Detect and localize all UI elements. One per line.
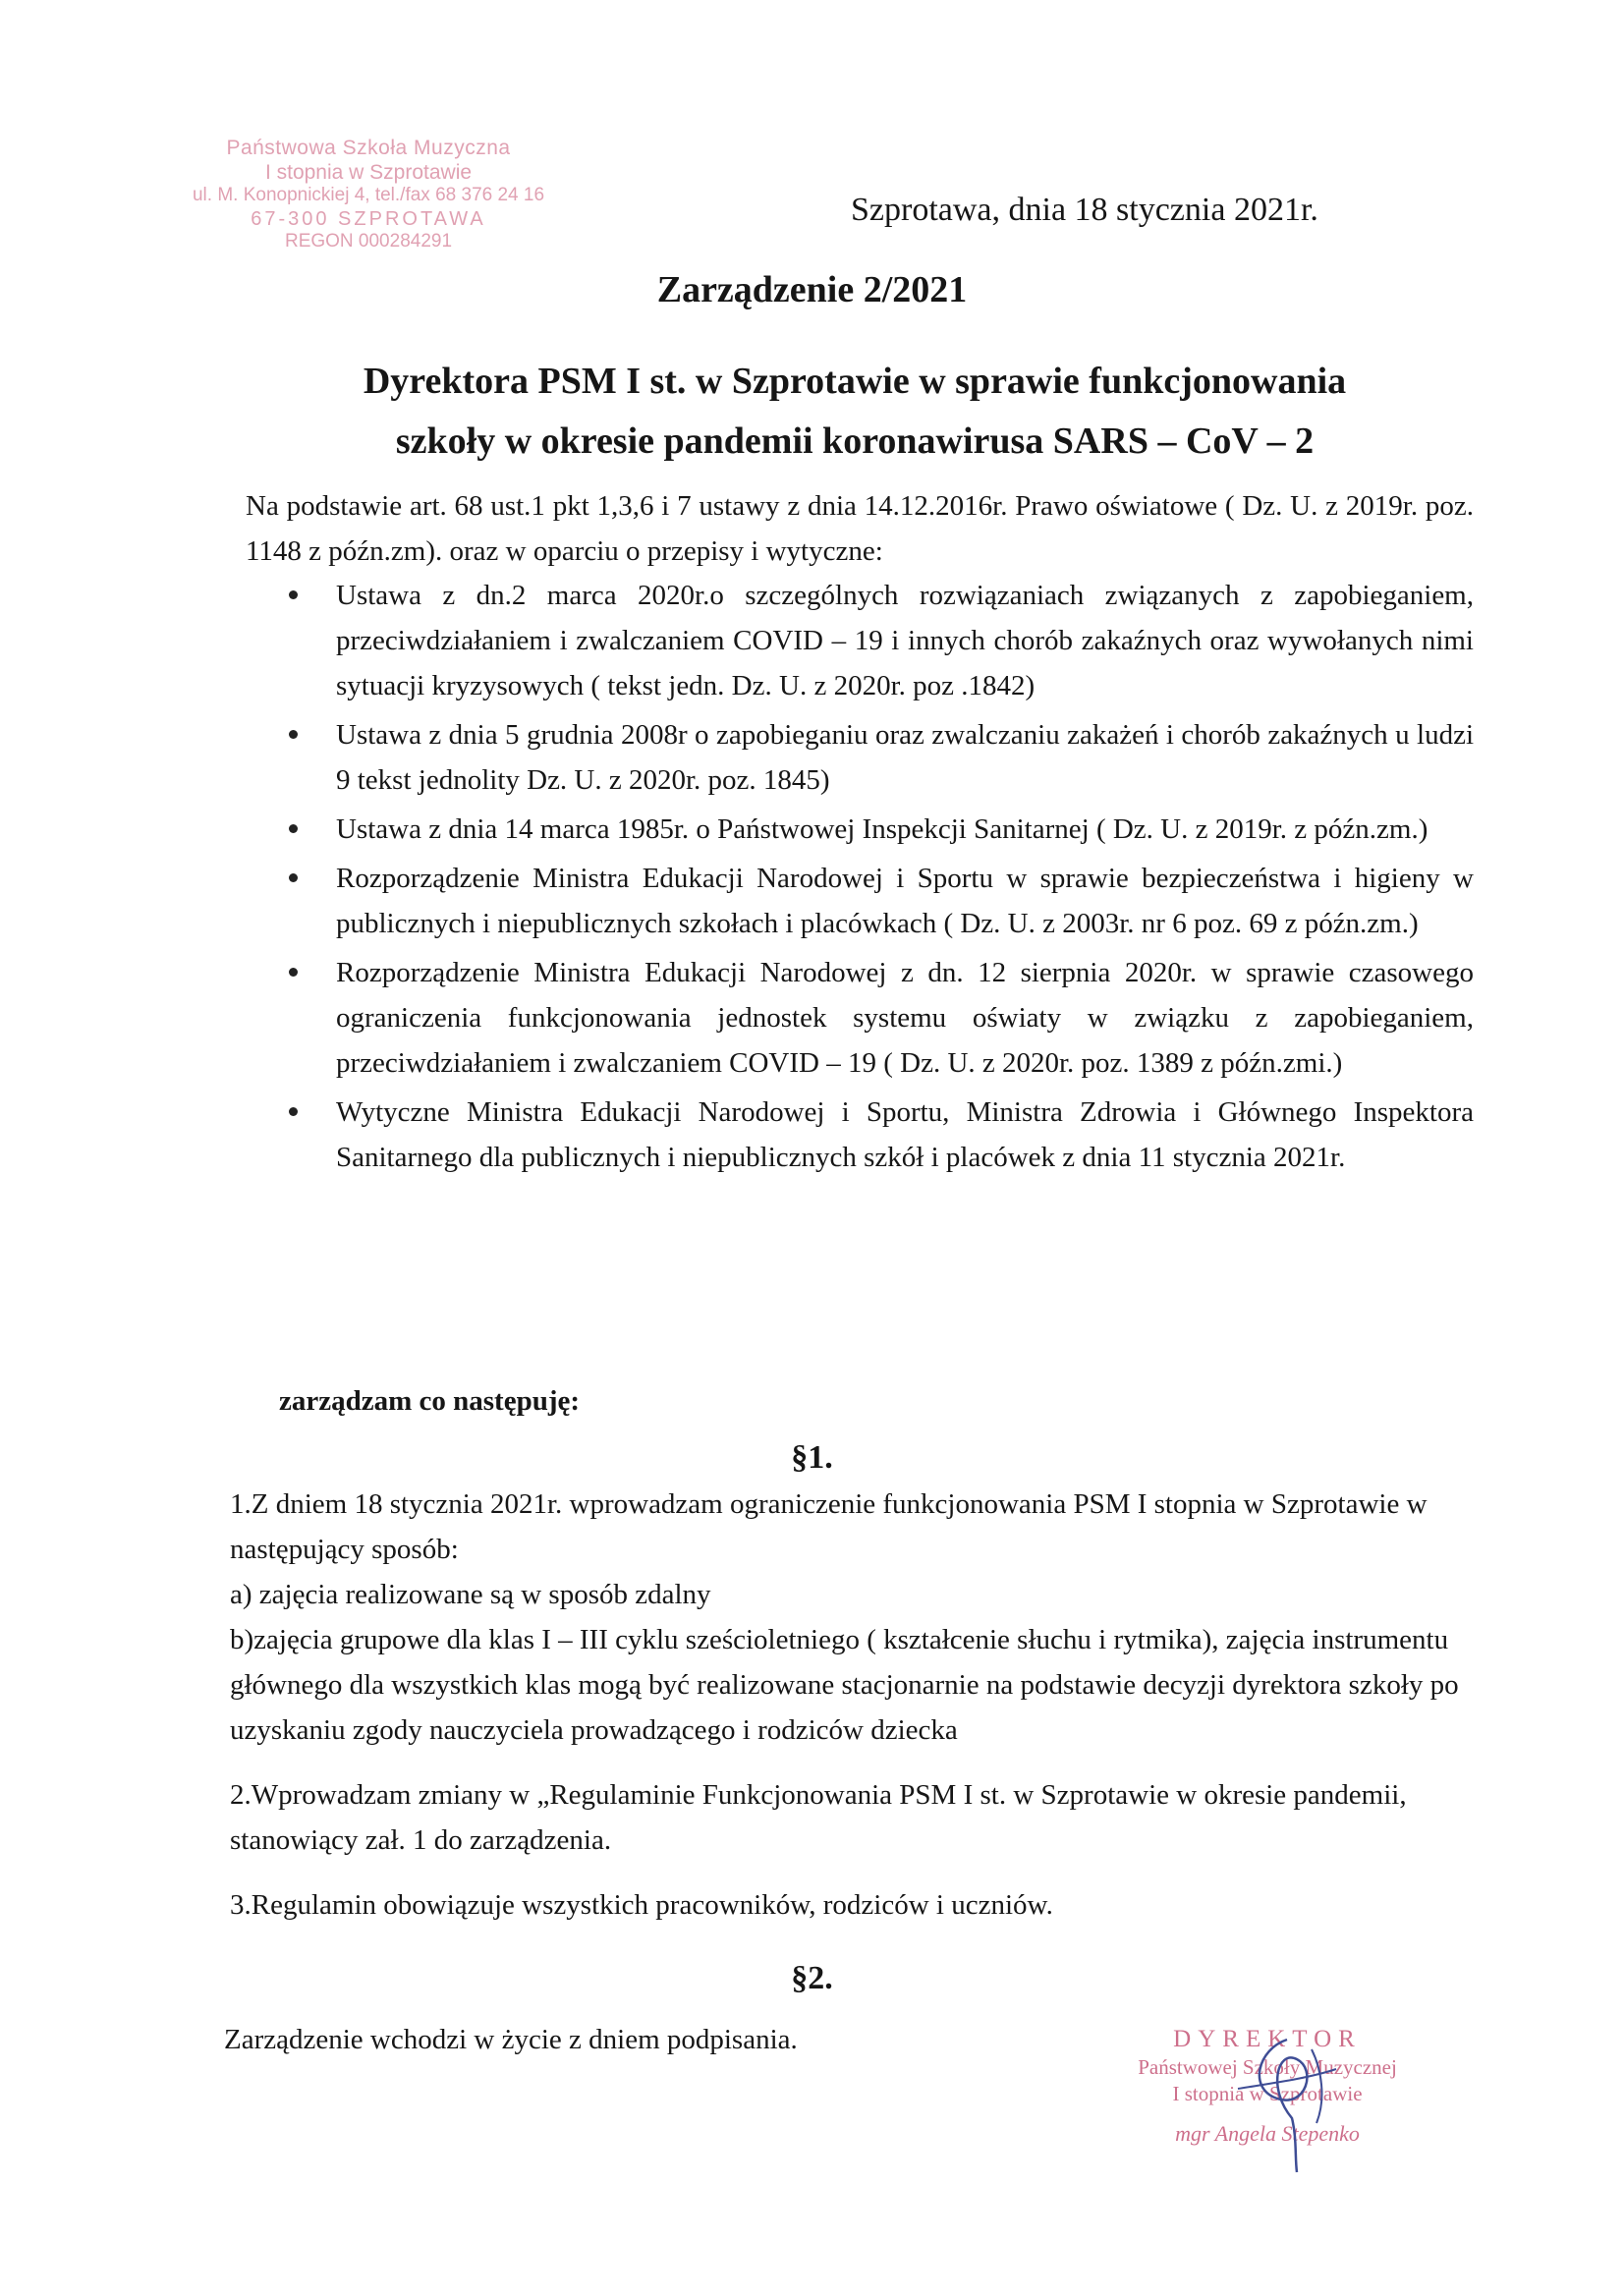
handwritten-signature-icon xyxy=(1218,2030,1356,2177)
list-item xyxy=(279,573,1474,708)
list-item-text: Ustawa z dn.2 marca 2020r.o szczególnych rozwiązaniach związanych z zapobieganiem, przeciwdziałaniem i zwalczaniem COVID – 19 i innych chorób zakaźnych oraz wywołanych nimi sytuacji kryzysowych ( tekst jedn. Dz. U. z 2020r. poz .1842) xyxy=(336,580,1474,701)
school-stamp xyxy=(162,136,575,253)
stamp-line: 67-300 SZPROTAWA xyxy=(251,208,486,231)
document-subtitle xyxy=(246,352,1464,472)
section-subitem: a) zajęcia realizowane są w sposób zdalny xyxy=(230,1579,711,1610)
list-item xyxy=(279,950,1474,1086)
stamp-line: DYREKTOR xyxy=(1173,2026,1362,2052)
bullet-icon xyxy=(289,1107,298,1116)
entry-into-force: Zarządzenie wchodzi w życie z dniem podpisania. xyxy=(224,2024,798,2055)
list-item xyxy=(279,807,1474,852)
stamp-line: Państwowej Szkoły Muzycznej xyxy=(1138,2055,1397,2080)
bullet-icon xyxy=(289,824,298,833)
stamp-line: Państwowa Szkoła Muzyczna xyxy=(226,137,511,159)
stamp-line: I stopnia w Szprotawie xyxy=(1172,2081,1363,2105)
list-item xyxy=(279,856,1474,946)
decree-heading: zarządzam co następuję: xyxy=(279,1385,581,1417)
section-2-heading: §2. xyxy=(791,1960,833,1996)
stamp-line: REGON 000284291 xyxy=(284,231,453,252)
director-stamp xyxy=(1100,2024,1434,2147)
stamp-line: mgr Angela Stepenko xyxy=(1175,2120,1360,2146)
section-item: 1.Z dniem 18 stycznia 2021r. wprowadzam ograniczenie funkcjonowania PSM I stopnia w Szprotawie w następujący sposób: xyxy=(230,1488,1428,1565)
list-item-text: Ustawa z dnia 5 grudnia 2008r o zapobieganiu oraz zwalczaniu zakażeń i chorób zakaźnych u ludzi 9 tekst jednolity Dz. U. z 2020r. poz. 1845) xyxy=(336,719,1474,796)
document-title: Zarządzenie 2/2021 xyxy=(656,269,968,310)
subtitle-line: Dyrektora PSM I st. w Szprotawie w sprawie funkcjonowania xyxy=(363,361,1347,402)
section-1-heading: §1. xyxy=(791,1439,833,1476)
list-item-text: Rozporządzenie Ministra Edukacji Narodowej i Sportu w sprawie bezpieczeństwa i higieny w publicznych i niepublicznych szkołach i placówkach ( Dz. U. z 2003r. nr 6 poz. 69 z późn.zm.) xyxy=(336,863,1474,939)
bullet-icon xyxy=(289,968,298,977)
subtitle-line: szkoły w okresie pandemii koronawirusa SARS – CoV – 2 xyxy=(395,420,1315,462)
section-subitem: b)zajęcia grupowe dla klas I – III cyklu sześcioletniego ( kształcenie słuchu i rytmika), zajęcia instrumentu głównego dla wszystkich klas mogą być realizowane stacjonarnie na podstawie decyzji dyrektora szkoły po uzyskaniu zgody nauczyciela prowadzącego i rodziców dziecka xyxy=(230,1624,1459,1746)
legal-basis: Na podstawie art. 68 ust.1 pkt 1,3,6 i 7 ustawy z dnia 14.12.2016r. Prawo oświatowe ( Dz. U. z 2019r. poz. 1148 z późn.zm). oraz w oparciu o przepisy i wytyczne: xyxy=(246,490,1474,567)
list-item-text: Wytyczne Ministra Edukacji Narodowej i Sportu, Ministra Zdrowia i Głównego Inspektora Sanitarnego dla publicznych i niepublicznych szkół i placówek z dnia 11 stycznia 2021r. xyxy=(336,1096,1474,1173)
list-item-text: Rozporządzenie Ministra Edukacji Narodowej z dn. 12 sierpnia 2020r. w sprawie czasowego ograniczenia funkcjonowania jednostek systemu oświaty w związku z zapobieganiem, przeciwdziałaniem i zwalczaniem COVID – 19 ( Dz. U. z 2020r. poz. 1389 z późn.zmi.) xyxy=(336,957,1474,1079)
regulations-list xyxy=(279,573,1474,1184)
document-date: Szprotawa, dnia 18 stycznia 2021r. xyxy=(851,192,1318,228)
section-item: 3.Regulamin obowiązuje wszystkich pracowników, rodziców i uczniów. xyxy=(230,1889,1053,1921)
stamp-line: ul. M. Konopnickiej 4, tel./fax 68 376 24 16 xyxy=(192,185,545,206)
section-item: 2.Wprowadzam zmiany w „Regulaminie Funkcjonowania PSM I st. w Szprotawie w okresie pandemii, stanowiący zał. 1 do zarządzenia. xyxy=(230,1779,1407,1856)
list-item xyxy=(279,1090,1474,1180)
bullet-icon xyxy=(289,873,298,882)
section-1-body xyxy=(230,1482,1478,1928)
bullet-icon xyxy=(289,590,298,599)
list-item-text: Ustawa z dnia 14 marca 1985r. o Państwowej Inspekcji Sanitarnej ( Dz. U. z 2019r. z późn.zm.) xyxy=(336,813,1428,845)
list-item xyxy=(279,712,1474,803)
bullet-icon xyxy=(289,730,298,739)
stamp-line: I stopnia w Szprotawie xyxy=(264,161,473,185)
